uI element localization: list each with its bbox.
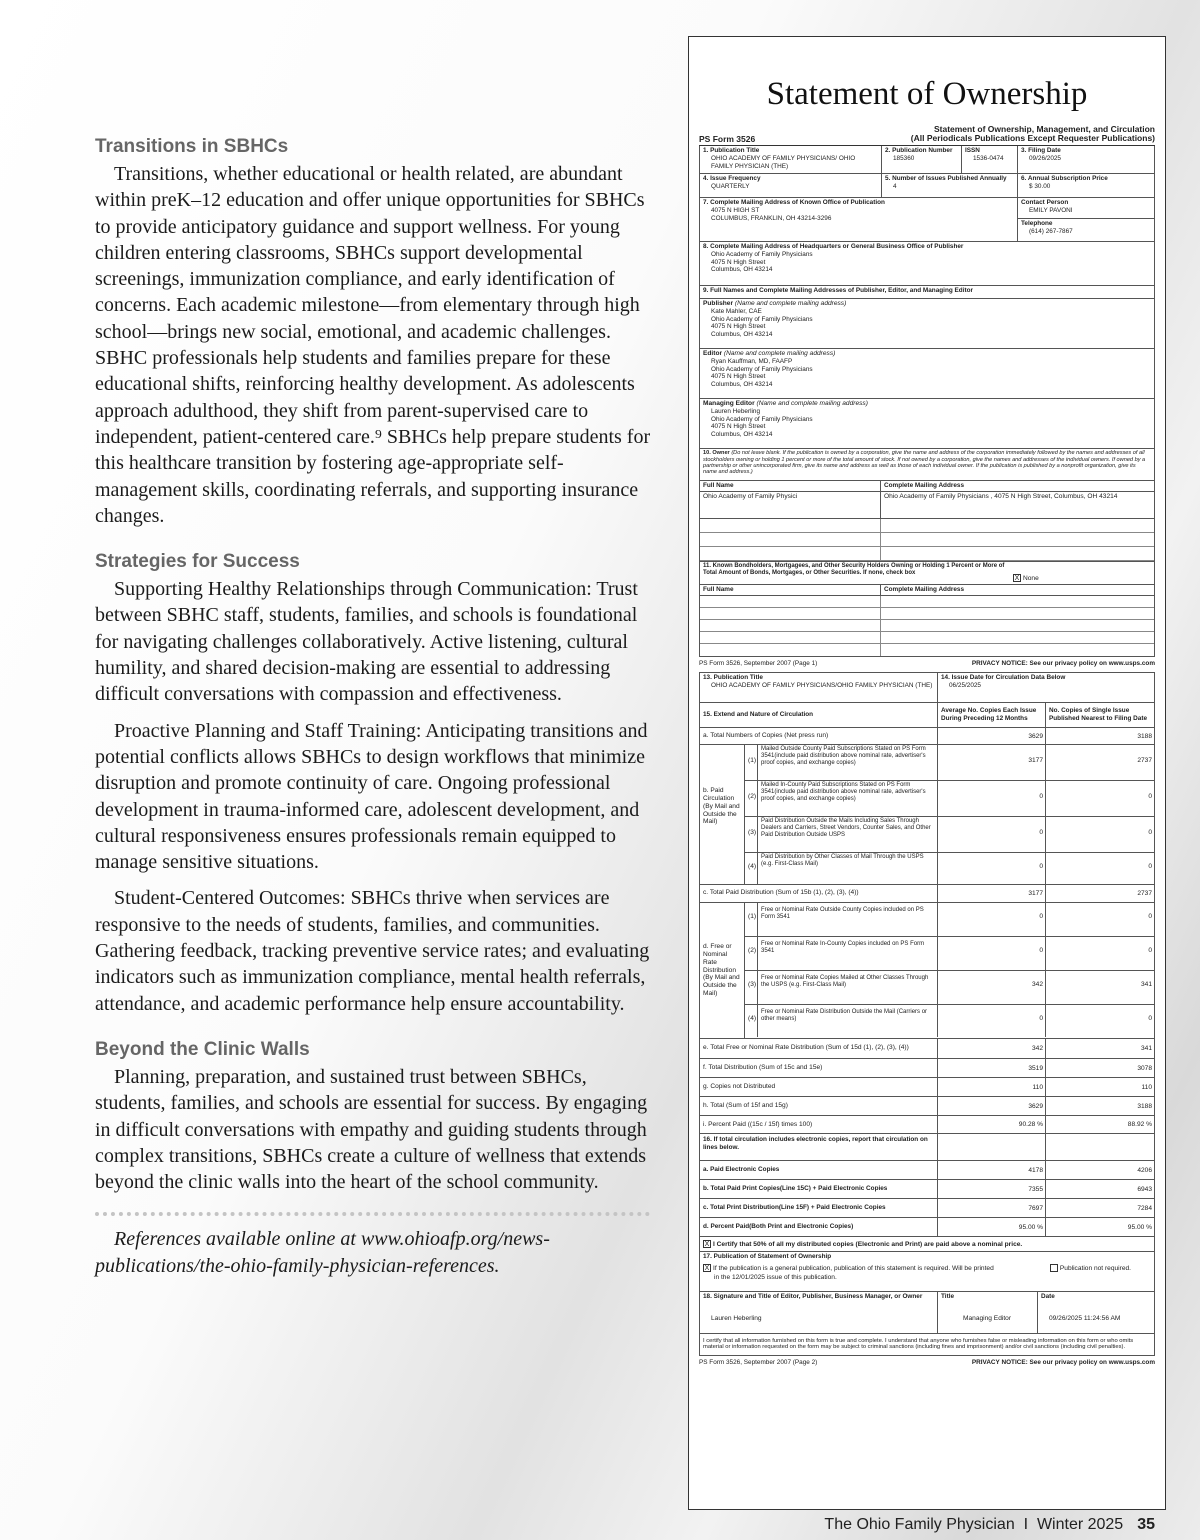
- page1-privacy: PRIVACY NOTICE: See our privacy policy on www.usps.com: [971, 660, 1155, 668]
- field2-value: 185360: [893, 154, 915, 162]
- row-b4-single: 0: [1148, 862, 1152, 870]
- row-16c-average: 7697: [938, 1199, 1046, 1217]
- heading-transitions: Transitions in SBHCs: [95, 136, 289, 157]
- row-h-label: h. Total (Sum of 15f and 15g): [700, 1097, 938, 1115]
- paragraph-outcomes: Student-Centered Outcomes: SBHCs thrive when services are responsive to the needs of students, families, and communities. Gathering feedback, tracking preventive service rates; and evaluating indicators such as immunization compliance, mental health referrals, attendance, and academic performance help ensure accountability.: [95, 887, 650, 1015]
- issn-value: 1536-0474: [973, 154, 1004, 162]
- publisher-hint: (Name and complete mailing address): [734, 300, 847, 308]
- field10-instructions: (Do not leave blank. If the publication is owned by a corporation, give the name and address of the corporation immediately followed by the names and addresses of all stockholders owning or holding 1 percent or more of the total amount of stock. If not owned by a corporation, give the names and addresses of the individual owners. If owned by a partnership or other unincorporated firm, give its name and address as well as those of each individual owner. If the publication is published by a nonprofit organization, give its name and address.): [703, 450, 1146, 476]
- row-h-average: 3629: [938, 1097, 1046, 1115]
- row-d1-average: 0: [938, 903, 1046, 936]
- editor-label: Editor: [703, 350, 723, 358]
- row-c-average: 3177: [938, 885, 1046, 902]
- row-f-average: 3519: [938, 1059, 1046, 1077]
- owner-address: Ohio Academy of Family Physicians , 4075 N High Street, Columbus, OH 43214: [884, 493, 1118, 501]
- row-d4-single: 0: [1148, 1014, 1152, 1022]
- field18-label: 18. Signature and Title of Editor, Publisher, Business Manager, or Owner: [703, 1292, 923, 1300]
- bondholder-address-header: Complete Mailing Address: [884, 586, 965, 594]
- heading-beyond: Beyond the Clinic Walls: [95, 1038, 310, 1060]
- editor-hint: (Name and complete mailing address): [723, 350, 836, 358]
- date-value: 09/26/2025 11:24:56 AM: [1049, 1314, 1121, 1322]
- field4-label: 4. Issue Frequency: [703, 175, 761, 183]
- field11-label: 11. Known Bondholders, Mortgagees, and Other Security Holders Owning or Holding 1 Percent or More of Total Amount of Bonds, Mortgages, or Other Securities. If none, check box: [703, 563, 1005, 577]
- row-b1-single: 2737: [1137, 756, 1152, 764]
- none-checkbox[interactable]: X: [1014, 575, 1020, 583]
- row-16c-single: 7284: [1137, 1204, 1152, 1212]
- field6-label: 6. Annual Subscription Price: [1021, 175, 1108, 183]
- signature-value: Lauren Heberling: [711, 1314, 762, 1322]
- paragraph-beyond: Planning, preparation, and sustained trust between SBHCs, students, families, and schools are essential for success. By engaging in difficult conversations with empathy and guiding students through complex transitions, SBHCs create a culture of wellness that extends beyond the clinic walls into the heart of the school community.: [95, 1065, 648, 1194]
- managing-editor-line3: 4075 N High Street: [711, 423, 766, 431]
- row-a-average: 3629: [938, 728, 1046, 744]
- form-page2: 13. Publication Title OHIO ACADEMY OF FAMILY PHYSICIANS/OHIO FAMILY PHYSICIAN (THE) 14. Issue Date for Circulation Data Below 06/25/2025 15. Extend and Nature of Circulation Average No. Copies Each Issue During Preceding 12 Months No. Copies of Single Issue Published Nearest to Filing Date a. Total Numbers of Copies (Net press run) 3629 3188 b. Paid Circulation (By Mail and Outside the Mail) (1) Mailed Outside County Paid Subscriptions Stated on PS Form 3541(include paid distribution above nominal rate, advertiser's proof copies, and exchange copies) 3177 2737 (2) Mailed In-County Paid Subscriptions Stated on PS Form 3541(include paid distribution above nominal rate, advertiser's proof copies, and exchange copies) 0 0 (3) Paid Distribution Outside the Mails Including Sales Through Dealers and Carriers, Street Vendors, Counter Sales, and Other Paid Distribution Outside USPS 0 0 (4) Paid Distribution by Other Classes of Mail Through the USPS (e.g. First-Class Mail) 0 0 c. Total Paid Distribution (Sum of 15b (1), (2), (3), (4)) 3177 2737 d. Free or Nominal Rate Distribution (By Mail and Outside the Mail) (1) Free or Nominal Rate Outside County Copies included on PS Form 3541 0 0 (2) Free or Nominal Rate In-County Copies included on PS Form 3541 0 0 (3) Free or Nominal Rate Copies Mailed at Other Classes Through the USPS (e.g. First-Class Mail) 342 341 (4) Free or Nominal Rate Distribution Outside the Mail (Carriers or other means) 0 0 e. Total Free or Nominal Rate Distribution (Sum of 15d (1), (2), (3), (4)) 342 341 f. Total Distribution (Sum of 15c and 15e) 3519 3078 g. Copies not Distributed 110 110 h. Total (Sum of 15f and 15g) 3629 3188 i. Percent Paid ((15c / 15f) times 100) 90.28 % 88.92 % 16. If total circulation includes electronic copies, report that circulation on lines below. a. Paid Electronic Copies 4178 4206 b. Total Paid Print Copies(Line 15C) + Paid Electronic Copies 7355 6943 c. Total Print Distribution(Line 15F) + Paid Electronic Copies 7697 7284 d. Percent Paid(Both Print and Electronic Copies) 95.00 % 95.00 % X I Certify that 50% of all my distributed copies (Electronic and Print) are paid above a nominal price. 17. Publication of Statement of Ownership X If the publication is a general publication, publication of this statement is required. Will be printed Publication not required. in the 12/01/2025 issue of this publication. 18. Signature and Title of Editor, Publisher, Business Manager, or Owner Lauren Heberling Title Managing Editor Date 09/26/2025 11:24:56 AM I certify that all information furnished on this form is true and complete. I understand that anyone who furnishes false or misleading information on this form or who omits material or information requested on the form may be subject to criminal sanctions (including fines and imprisonment) and/or civil sanctions (including civil penalties).: [699, 672, 1155, 1356]
- row-b3-average: 0: [938, 817, 1046, 852]
- managing-editor-line2: Ohio Academy of Family Physicians: [711, 415, 813, 423]
- field7-label: 7. Complete Mailing Address of Known Office of Publication: [703, 199, 885, 207]
- row-b1-average: 3177: [938, 745, 1046, 780]
- field1-label: 1. Publication Title: [703, 147, 760, 155]
- column-average-header: Average No. Copies Each Issue During Preceding 12 Months: [938, 703, 1046, 727]
- row-16d-average: 95.00 %: [938, 1218, 1046, 1236]
- certify50-checkbox[interactable]: X: [704, 1240, 710, 1248]
- field5-value: 4: [893, 182, 897, 190]
- row-a-single: 3188: [1137, 732, 1152, 740]
- column-single-issue-header: No. Copies of Single Issue Published Nearest to Filing Date: [1049, 706, 1148, 722]
- row-g-single: 110: [1141, 1083, 1152, 1091]
- section-d-label: d. Free or Nominal Rate Distribution (By Mail and Outside the Mail): [700, 903, 745, 1038]
- publisher-line3: 4075 N High Street: [711, 323, 766, 331]
- page2-form-ref: PS Form 3526, September 2007 (Page 2): [699, 1359, 818, 1367]
- certify50-text: I Certify that 50% of all my distributed copies (Electronic and Print) are paid above a nominal price.: [713, 1240, 1023, 1248]
- form-header: [699, 125, 1155, 147]
- title-label: Title: [941, 1292, 955, 1300]
- row-16a-average: 4178: [938, 1161, 1046, 1179]
- field4-value: QUARTERLY: [711, 182, 750, 190]
- page1-note: [699, 657, 1155, 672]
- row-d1-single: 0: [1148, 912, 1152, 920]
- field7-line1: 4075 N HIGH ST: [711, 206, 760, 214]
- row-i-label: i. Percent Paid ((15c / 15f) times 100): [700, 1116, 938, 1133]
- certification-text: I certify that all information furnished on this form is true and complete. I understand that anyone who furnishes false or misleading information on this form or who omits material or information requested on the form may be subject to criminal sanctions (including fines and imprisonment) and/or civil sanctions (including civil penalties).: [703, 1337, 1134, 1351]
- field17-not-required: Publication not required.: [1059, 1264, 1131, 1272]
- managing-editor-line1: Lauren Heberling: [711, 408, 761, 416]
- references-note: References available online at www.ohioafp.org/news-publications/the-ohio-family-physician-references.: [95, 1228, 550, 1277]
- field8-label: 8. Complete Mailing Address of Headquarters or General Business Office of Publisher: [703, 243, 964, 251]
- paragraph-communication: Supporting Healthy Relationships through Communication: Trust between SBHC staff, students, families, and schools is foundational for navigating challenges collaboratively. Active listening, cultural humility, and shared decision-making are essential to addressing difficult conversations with compassion and effectiveness.: [95, 578, 638, 706]
- publisher-line4: Columbus, OH 43214: [711, 331, 773, 339]
- owner-fullname-header: Full Name: [700, 481, 881, 491]
- field8-line2: 4075 N High Street: [711, 258, 766, 266]
- none-label: None: [1023, 574, 1039, 582]
- editor-line3: 4075 N High Street: [711, 373, 766, 381]
- row-b4-label: Paid Distribution by Other Classes of Mail Through the USPS (e.g. First-Class Mail): [758, 853, 938, 885]
- title-value: Managing Editor: [963, 1314, 1012, 1322]
- dotted-divider: [95, 1212, 650, 1216]
- field9-label: 9. Full Names and Complete Mailing Addresses of Publisher, Editor, and Managing Editor: [703, 287, 973, 295]
- row-d2-label: Free or Nominal Rate In-County Copies included on PS Form 3541: [758, 937, 938, 970]
- field8-line3: Columbus, OH 43214: [711, 266, 773, 274]
- row-d2-average: 0: [938, 937, 1046, 970]
- form-title: Statement of Ownership: [766, 76, 1088, 112]
- owner-address-header: Complete Mailing Address: [884, 482, 965, 490]
- editor-line4: Columbus, OH 43214: [711, 381, 773, 389]
- row-h-single: 3188: [1137, 1102, 1152, 1110]
- field14-value: 06/25/2025: [949, 681, 981, 689]
- page-footer: [0, 1516, 1155, 1534]
- issn-label: ISSN: [965, 147, 980, 155]
- field6-value: $ 30.00: [1029, 182, 1051, 190]
- field3-value: 09/26/2025: [1029, 154, 1061, 162]
- row-16b-average: 7355: [938, 1180, 1046, 1198]
- field13-value: OHIO ACADEMY OF FAMILY PHYSICIANS/OHIO FAMILY PHYSICIAN (THE): [711, 681, 933, 689]
- publisher-line2: Ohio Academy of Family Physicians: [711, 315, 813, 323]
- row-g-label: g. Copies not Distributed: [700, 1078, 938, 1096]
- paragraph-planning: Proactive Planning and Staff Training: Anticipating transitions and potential conflicts allows SBHCs to design workflows that minimize disruption and promote continuity of care. Ongoing professional development in trauma-informed care, adolescent development, and cultural responsiveness ensures professionals remain equipped to manage sensitive situations.: [95, 719, 648, 874]
- row-b2-single: 0: [1148, 792, 1152, 800]
- row-d1-label: Free or Nominal Rate Outside County Copies included on PS Form 3541: [758, 903, 938, 936]
- field2-label: 2. Publication Number: [885, 147, 953, 155]
- section-b-label: b. Paid Circulation (By Mail and Outside the Mail): [700, 745, 745, 884]
- row-b3-single: 0: [1148, 828, 1152, 836]
- row-d4-label: Free or Nominal Rate Distribution Outside the Mail (Carriers or other means): [758, 1005, 938, 1037]
- article-column: [95, 136, 655, 1279]
- row-16c-label: c. Total Print Distribution(Line 15F) + Paid Electronic Copies: [700, 1199, 938, 1217]
- editor-line2: Ohio Academy of Family Physicians: [711, 365, 813, 373]
- field8-line1: Ohio Academy of Family Physicians: [711, 250, 813, 258]
- row-16a-label: a. Paid Electronic Copies: [700, 1161, 938, 1179]
- row-e-label: e. Total Free or Nominal Rate Distribution (Sum of 15d (1), (2), (3), (4)): [700, 1039, 938, 1058]
- telephone-value: (614) 267-7867: [1029, 227, 1073, 235]
- contact-value: EMILY PAVONI: [1029, 206, 1073, 214]
- row-d2-single: 0: [1148, 946, 1152, 954]
- row-b3-label: Paid Distribution Outside the Mails Including Sales Through Dealers and Carriers, Street Vendors, Counter Sales, and Other Paid Distribution Outside USPS: [758, 817, 938, 852]
- row-b2-average: 0: [938, 781, 1046, 816]
- row-16d-label: d. Percent Paid(Both Print and Electronic Copies): [700, 1218, 938, 1236]
- row-f-single: 3078: [1137, 1064, 1152, 1072]
- field3-label: 3. Filing Date: [1021, 147, 1061, 155]
- field17-text2: in the 12/01/2025 issue of this publication.: [714, 1274, 837, 1282]
- bondholder-fullname-header: Full Name: [700, 585, 881, 595]
- row-e-average: 342: [938, 1039, 1046, 1058]
- managing-editor-hint: (Name and complete mailing address): [756, 400, 868, 408]
- row-16d-single: 95.00 %: [1127, 1223, 1152, 1231]
- publication-not-required-checkbox[interactable]: [1050, 1264, 1058, 1272]
- field1-value: OHIO ACADEMY OF FAMILY PHYSICIANS/ OHIO FAMILY PHYSICIAN (THE): [711, 154, 856, 170]
- row-a-label: a. Total Numbers of Copies (Net press run): [700, 728, 938, 744]
- row-e-single: 341: [1140, 1044, 1152, 1052]
- field5-label: 5. Number of Issues Published Annually: [885, 175, 1007, 183]
- form-header-line2: (All Periodicals Publications Except Requester Publications): [910, 133, 1155, 144]
- publisher-label: Publisher: [703, 300, 734, 308]
- field16-label: 16. If total circulation includes electronic copies, report that circulation on lines below.: [700, 1134, 938, 1160]
- row-b2-label: Mailed In-County Paid Subscriptions Stated on PS Form 3541(include paid distribution above nominal rate, advertiser's proof copies, and exchange copies): [758, 781, 938, 816]
- footer-publication: The Ohio Family Physician I Winter 2025: [824, 1516, 1124, 1533]
- row-16a-single: 4206: [1137, 1166, 1152, 1174]
- row-f-label: f. Total Distribution (Sum of 15c and 15e): [700, 1059, 938, 1077]
- field13-label: 13. Publication Title: [703, 673, 763, 681]
- form-number: PS Form 3526: [699, 133, 756, 144]
- row-c-label: c. Total Paid Distribution (Sum of 15b (1), (2), (3), (4)): [700, 885, 938, 902]
- row-16b-label: b. Total Paid Print Copies(Line 15C) + Paid Electronic Copies: [700, 1180, 938, 1198]
- field15-label: 15. Extend and Nature of Circulation: [700, 703, 938, 727]
- publication-required-checkbox[interactable]: X: [704, 1264, 710, 1272]
- publisher-line1: Kate Mahler, CAE: [711, 308, 762, 316]
- page2-note: [699, 1356, 1155, 1371]
- managing-editor-label: Managing Editor: [703, 400, 755, 408]
- row-g-average: 110: [938, 1078, 1046, 1096]
- page-number: 35: [1137, 1516, 1155, 1533]
- field10-label: 10. Owner: [703, 450, 730, 457]
- date-label: Date: [1041, 1292, 1055, 1300]
- field17-label: 17. Publication of Statement of Ownership: [703, 1252, 832, 1260]
- row-i-average: 90.28 %: [938, 1116, 1046, 1133]
- editor-line1: Ryan Kauffman, MD, FAAFP: [711, 358, 793, 366]
- field7-line2: COLUMBUS, FRANKLIN, OH 43214-3296: [711, 214, 832, 222]
- row-16b-single: 6943: [1137, 1185, 1152, 1193]
- form-page1: [699, 146, 1155, 657]
- row-d3-single: 341: [1140, 980, 1152, 988]
- page2-privacy: PRIVACY NOTICE: See our privacy policy on www.usps.com: [971, 1359, 1155, 1367]
- row-d3-average: 342: [938, 971, 1046, 1004]
- field17-text1: If the publication is a general publication, publication of this statement is required. Will be printed: [713, 1264, 994, 1272]
- field14-label: 14. Issue Date for Circulation Data Below: [941, 673, 1066, 681]
- page1-form-ref: PS Form 3526, September 2007 (Page 1): [699, 660, 818, 668]
- heading-strategies: Strategies for Success: [95, 551, 300, 573]
- ownership-statement-form: [688, 36, 1166, 1510]
- telephone-label: Telephone: [1021, 220, 1053, 228]
- row-i-single: 88.92 %: [1127, 1120, 1152, 1128]
- contact-label: Contact Person: [1021, 199, 1069, 207]
- row-d3-label: Free or Nominal Rate Copies Mailed at Other Classes Through the USPS (e.g. First-Class Mail): [758, 971, 938, 1004]
- paragraph-transitions: Transitions, whether educational or health related, are abundant within preK–12 education and offer unique opportunities for SBHCs to provide anticipatory guidance and support wellness. For young children entering classrooms, SBHCs support developmental screenings, immunization compliance, and early identification of concerns. Each academic milestone—from elementary through high school—brings new social, emotional, and academic challenges. SBHC professionals help students and families prepare for these educational shifts, reinforcing healthy development. As adolescents approach adulthood, they shift from parent-supervised care to independent, patient-centered care.⁹ SBHCs help prepare students for this healthcare transition by fostering age-appropriate self-management skills, coordinating referrals, and supporting insurance changes.: [95, 163, 651, 527]
- row-b4-average: 0: [938, 853, 1046, 885]
- row-d4-average: 0: [938, 1005, 1046, 1037]
- row-c-single: 2737: [1137, 889, 1152, 897]
- managing-editor-line4: Columbus, OH 43214: [711, 431, 773, 439]
- form-header-line1: Statement of Ownership, Management, and Circulation: [933, 123, 1155, 134]
- owner-name: Ohio Academy of Family Physici: [700, 492, 881, 518]
- row-b1-label: Mailed Outside County Paid Subscriptions Stated on PS Form 3541(include paid distribution above nominal rate, advertiser's proof copies, and exchange copies): [758, 745, 938, 780]
